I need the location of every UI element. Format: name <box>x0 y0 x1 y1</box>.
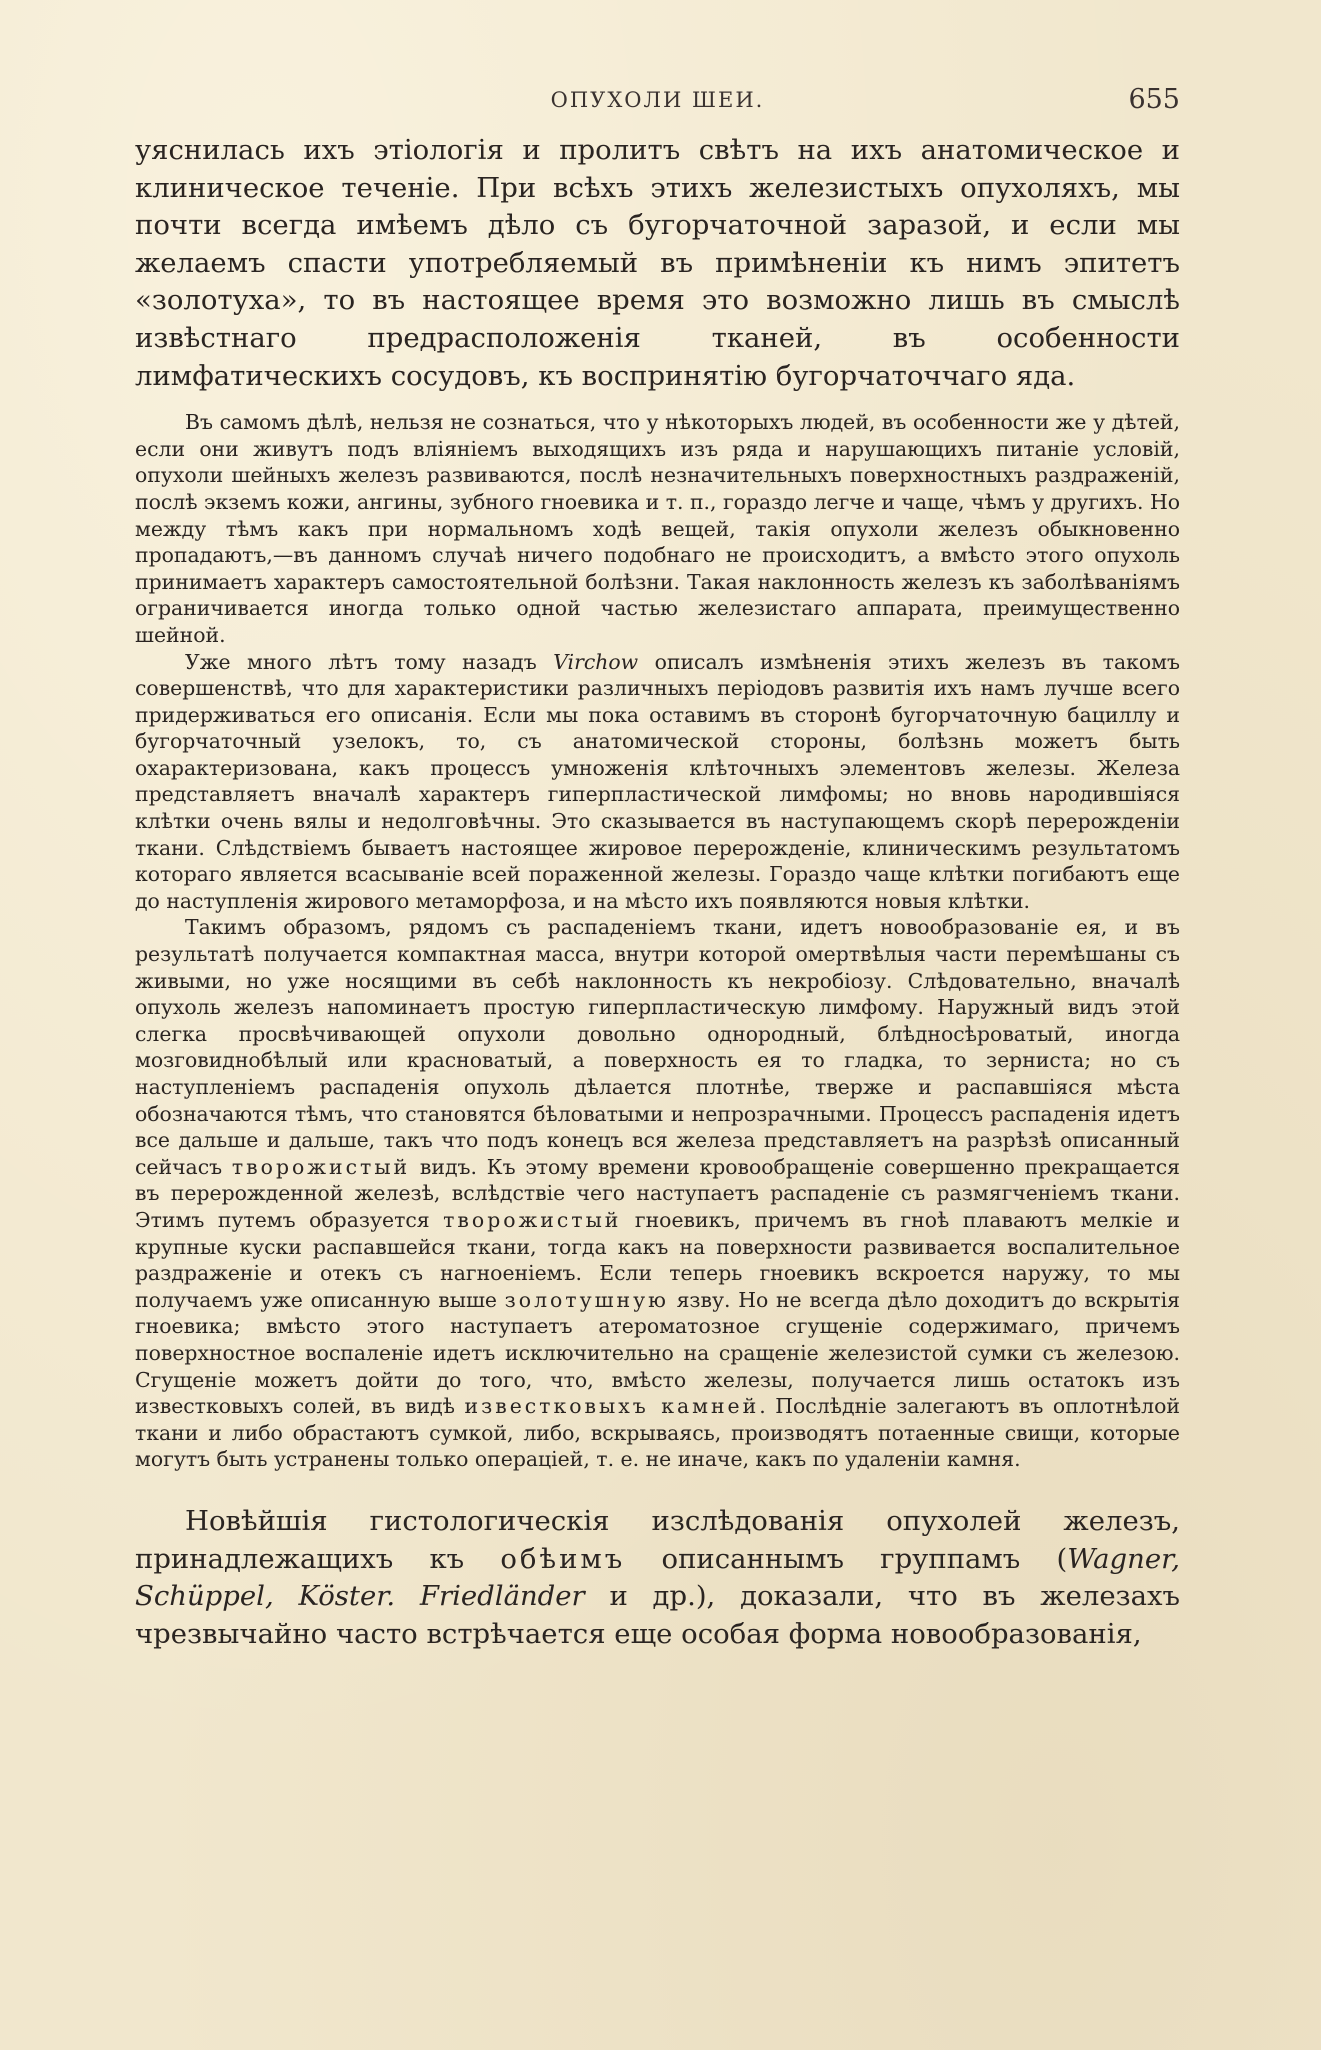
small-print-section <box>135 409 1180 1473</box>
paragraph-text: описалъ измѣненія этихъ железъ въ такомъ совершенствѣ, что для характеристики различныхъ періодовъ развитія ихъ намъ лучше всего придерживаться его описанія. Если мы пока оставимъ въ сторонѣ бугорчаточную бациллу и бугорчаточный узелокъ, то, съ анатомической стороны, болѣзнь можетъ быть охарактеризована, какъ процессъ умноженія клѣточныхъ элементовъ железы. Железа представляетъ вначалѣ характеръ гиперпластической лимфомы; но вновь народившіяся клѣтки очень вялы и недолговѣчны. Это сказывается въ наступающемъ скорѣ перерожденіи ткани. Слѣдствіемъ бываетъ настоящее жировое перерожденіе, клиническимъ результатомъ котораго является всасываніе всей пораженной железы. Гораздо чаще клѣтки погибаютъ еще до наступленія жирового метаморфоза, и на мѣсто ихъ появляются новыя клѣтки. <box>135 649 1180 913</box>
paragraph-caseation <box>135 914 1180 1472</box>
page-number: 655 <box>1128 84 1180 115</box>
paragraph-text: Новѣйшія гистологическія изслѣдованія опухолей железъ, принадлежащихъ къ <box>135 1504 1180 1575</box>
paragraph-text: и др.), доказали, что въ железахъ чрезвычайно часто встрѣчается еще особая форма новообразованія, <box>135 1580 1180 1650</box>
paragraph-text: Уже много лѣтъ тому назадъ <box>185 649 554 674</box>
intro-paragraph: уяснилась ихъ этіологія и пролитъ свѣтъ на ихъ анатомическое и клиническое теченіе. При всѣхъ этихъ железистыхъ опухоляхъ, мы почти всегда имѣемъ дѣло съ бугорчаточной заразой, и если мы желаемъ спасти употребляемый въ примѣненіи къ нимъ эпитетъ «золотуха», то въ настоящее время это возможно лишь въ смыслѣ извѣстнаго предрасположенія тканей, въ особенности лимфатическихъ сосудовъ, къ воспринятію бугорчаточчаго яда. <box>135 134 1180 392</box>
running-title: ОПУХОЛИ ШЕИ. <box>550 88 765 112</box>
paragraph-text: описаннымъ группамъ ( <box>625 1542 1068 1575</box>
paragraph-text: язву. Но не всегда дѣло доходитъ до вскрытія гноевика; вмѣсто этого наступаетъ атероматозное сгущеніе содержимаго, причемъ поверхностное воспаленіе идетъ исключительно на сращеніе железистой сумки съ железою. Сгущеніе можетъ дойти до того, что, вмѣсто железы, получается лишь остатокъ изъ известковыхъ солей, въ видѣ <box>135 1287 1180 1419</box>
author-name: Virchow <box>553 649 639 674</box>
author-names: Wagner, Schüppel, Köster. Friedländer <box>135 1542 1180 1613</box>
paragraph-text: видъ. Къ этому времени кровообращеніе совершенно прекращается въ перерожденной железѣ, вслѣдствіе чего наступаетъ распаденіе съ размягченіемъ ткани. Этимъ путемъ образуется <box>135 1154 1181 1232</box>
closing-paragraph <box>135 1503 1180 1653</box>
emphasized-term: золотушную <box>504 1287 669 1312</box>
running-head <box>135 80 1180 132</box>
emphasized-term: творожистый <box>443 1207 622 1232</box>
paragraph-virchow <box>135 649 1180 915</box>
paragraph-susceptibility: Въ самомъ дѣлѣ, нельзя не сознаться, что у нѣкоторыхъ людей, въ особенности же у дѣтей, если они живутъ подъ вліяніемъ выходящихъ изъ ряда и нарушающихъ питаніе условій, опухоли шейныхъ железъ развиваются, послѣ незначительныхъ поверхностныхъ раздраженій, послѣ экземъ кожи, ангины, зубного гноевика и т. п., гораздо легче и чаще, чѣмъ у другихъ. Но между тѣмъ какъ при нормальномъ ходѣ вещей, такія опухоли железъ обыкновенно пропадаютъ,—въ данномъ случаѣ ничего подобнаго не происходитъ, а вмѣсто этого опухоль принимаетъ характеръ самостоятельной болѣзни. Такая наклонность железъ къ заболѣваніямъ ограничивается иногда только одной частью железистаго аппарата, преимущественно шейной. <box>135 410 1180 647</box>
paragraph-text: гноевикъ, причемъ въ гноѣ плаваютъ мелкіе и крупные куски распавшейся ткани, тогда какъ на поверхности развивается воспалительное раздраженіе и отекъ съ нагноеніемъ. Если теперь гноевикъ вскроется наружу, то мы получаемъ уже описанную выше <box>135 1207 1180 1312</box>
paragraph-text: . Послѣдніе залегаютъ въ оплотнѣлой ткани и либо обрастаютъ сумкой, либо, вскрываясь, производятъ потаенные свищи, которые могутъ быть устранены только операціей, т. е. не иначе, какъ по удаленіи камня. <box>135 1394 1181 1472</box>
book-page <box>135 80 1180 1653</box>
emphasized-term: известковыхъ камней <box>464 1394 760 1419</box>
emphasized-term: творожистый <box>231 1154 411 1179</box>
emphasized-term: обѣимъ <box>500 1542 626 1575</box>
paragraph-text: Такимъ образомъ, рядомъ съ распаденіемъ ткани, идетъ новообразованіе ея, и въ результатѣ получается компактная масса, внутри которой омертвѣлыя части перемѣшаны съ живыми, но уже носящими въ себѣ наклонность къ некробіозу. Слѣдовательно, вначалѣ опухоль железъ напоминаетъ простую гиперпластическую лимфому. Наружный видъ этой слегка просвѣчивающей опухоли довольно однородный, блѣдносѣроватый, иногда мозговиднобѣлый или красноватый, а поверхность ея то гладка, то зерниста; но съ наступленіемъ распаденія опухоль дѣлается плотнѣе, тверже и распавшіяся мѣста обозначаются тѣмъ, что становятся бѣловатыми и непрозрачными. Процессъ распаденія идетъ все дальше и дальше, такъ что подъ конецъ вся железа представляетъ на разрѣзѣ описанный сейчасъ <box>135 915 1180 1179</box>
